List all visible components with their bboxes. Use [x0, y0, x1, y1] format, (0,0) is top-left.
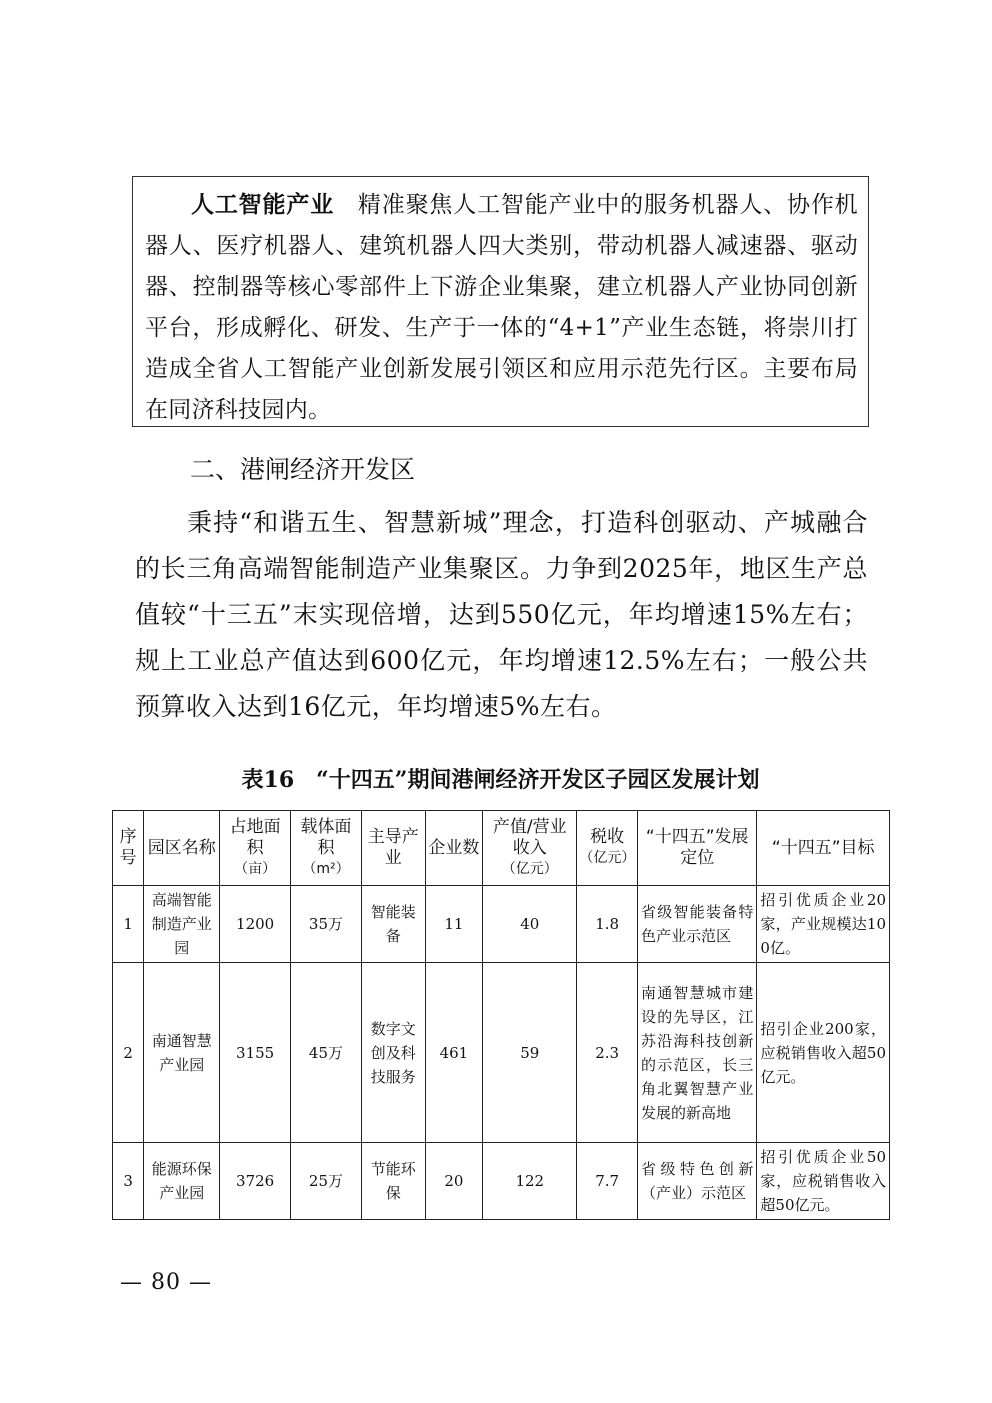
cell-carrier: 25万: [291, 1143, 362, 1220]
header-revenue: 产值/营业收入 （亿元）: [483, 811, 577, 886]
header-carrier: 载体面积 （m²）: [291, 811, 362, 886]
cell-tax: 7.7: [577, 1143, 638, 1220]
box-paragraph: [145, 185, 858, 431]
cell-land: 3726: [220, 1143, 291, 1220]
header-industry: 主导产业: [361, 811, 425, 886]
table-header-row: [113, 811, 890, 886]
cell-no: 1: [113, 886, 144, 963]
cell-firms: 11: [425, 886, 483, 963]
cell-position: 省级特色创新（产业）示范区: [638, 1143, 757, 1220]
cell-tax: 1.8: [577, 886, 638, 963]
section-heading: 二、港闸经济开发区: [190, 455, 416, 484]
cell-target: 招引优质企业50家，应税销售收入超50亿元。: [757, 1143, 890, 1220]
cell-land: 3155: [220, 963, 291, 1143]
header-target: “十四五”目标: [757, 811, 890, 886]
body-paragraph: 秉持“和谐五生、智慧新城”理念，打造科创驱动、产城融合的长三角高端智能制造产业集聚区。力争到2025年，地区生产总值较“十三五”末实现倍增，达到550亿元，年均增速15%左右；规上工业总产值达到600亿元，年均增速12.5%左右；一般公共预算收入达到16亿元，年均增速5%左右。: [135, 508, 868, 721]
table-row: [113, 963, 890, 1143]
table-row: [113, 1143, 890, 1220]
header-land: 占地面积 （亩）: [220, 811, 291, 886]
box-text: 精准聚焦人工智能产业中的服务机器人、协作机器人、医疗机器人、建筑机器人四大类别，带动机器人减速器、驱动器、控制器等核心零部件上下游企业集聚，建立机器人产业协同创新平台，形成孵化、研发、生产于一体的“4+1”产业生态链，将崇川打造成全省人工智能产业创新发展引领区和应用示范先行区。主要布局在同济科技园内。: [145, 192, 858, 423]
cell-industry: 节能环保: [361, 1143, 425, 1220]
cell-industry: 数字文创及科技服务: [361, 963, 425, 1143]
header-tax: 税收 （亿元）: [577, 811, 638, 886]
cell-target: 招引优质企业20家，产业规模达100亿。: [757, 886, 890, 963]
cell-land: 1200: [220, 886, 291, 963]
table-caption: 表16 “十四五”期间港闸经济开发区子园区发展计划: [241, 767, 760, 793]
cell-tax: 2.3: [577, 963, 638, 1143]
cell-name: 高端智能制造产业园: [144, 886, 220, 963]
table-row: [113, 886, 890, 963]
cell-carrier: 35万: [291, 886, 362, 963]
cell-position: 南通智慧城市建设的先导区，江苏沿海科技创新的示范区，长三角北翼智慧产业发展的新高地: [638, 963, 757, 1143]
cell-industry: 智能装备: [361, 886, 425, 963]
highlight-box: [132, 176, 869, 427]
cell-revenue: 122: [483, 1143, 577, 1220]
box-lead-title: 人工智能产业: [191, 192, 335, 218]
page-number: — 80 —: [120, 1270, 212, 1295]
header-firms: 企业数: [425, 811, 483, 886]
cell-name: 南通智慧产业园: [144, 963, 220, 1143]
cell-revenue: 40: [483, 886, 577, 963]
header-position: “十四五”发展定位: [638, 811, 757, 886]
cell-target: 招引企业200家，应税销售收入超50亿元。: [757, 963, 890, 1143]
cell-carrier: 45万: [291, 963, 362, 1143]
cell-firms: 461: [425, 963, 483, 1143]
cell-revenue: 59: [483, 963, 577, 1143]
cell-no: 3: [113, 1143, 144, 1220]
cell-firms: 20: [425, 1143, 483, 1220]
header-no: 序号: [113, 811, 144, 886]
park-plan-table: [112, 810, 890, 1220]
cell-position: 省级智能装备特色产业示范区: [638, 886, 757, 963]
header-name: 园区名称: [144, 811, 220, 886]
cell-name: 能源环保产业园: [144, 1143, 220, 1220]
cell-no: 2: [113, 963, 144, 1143]
